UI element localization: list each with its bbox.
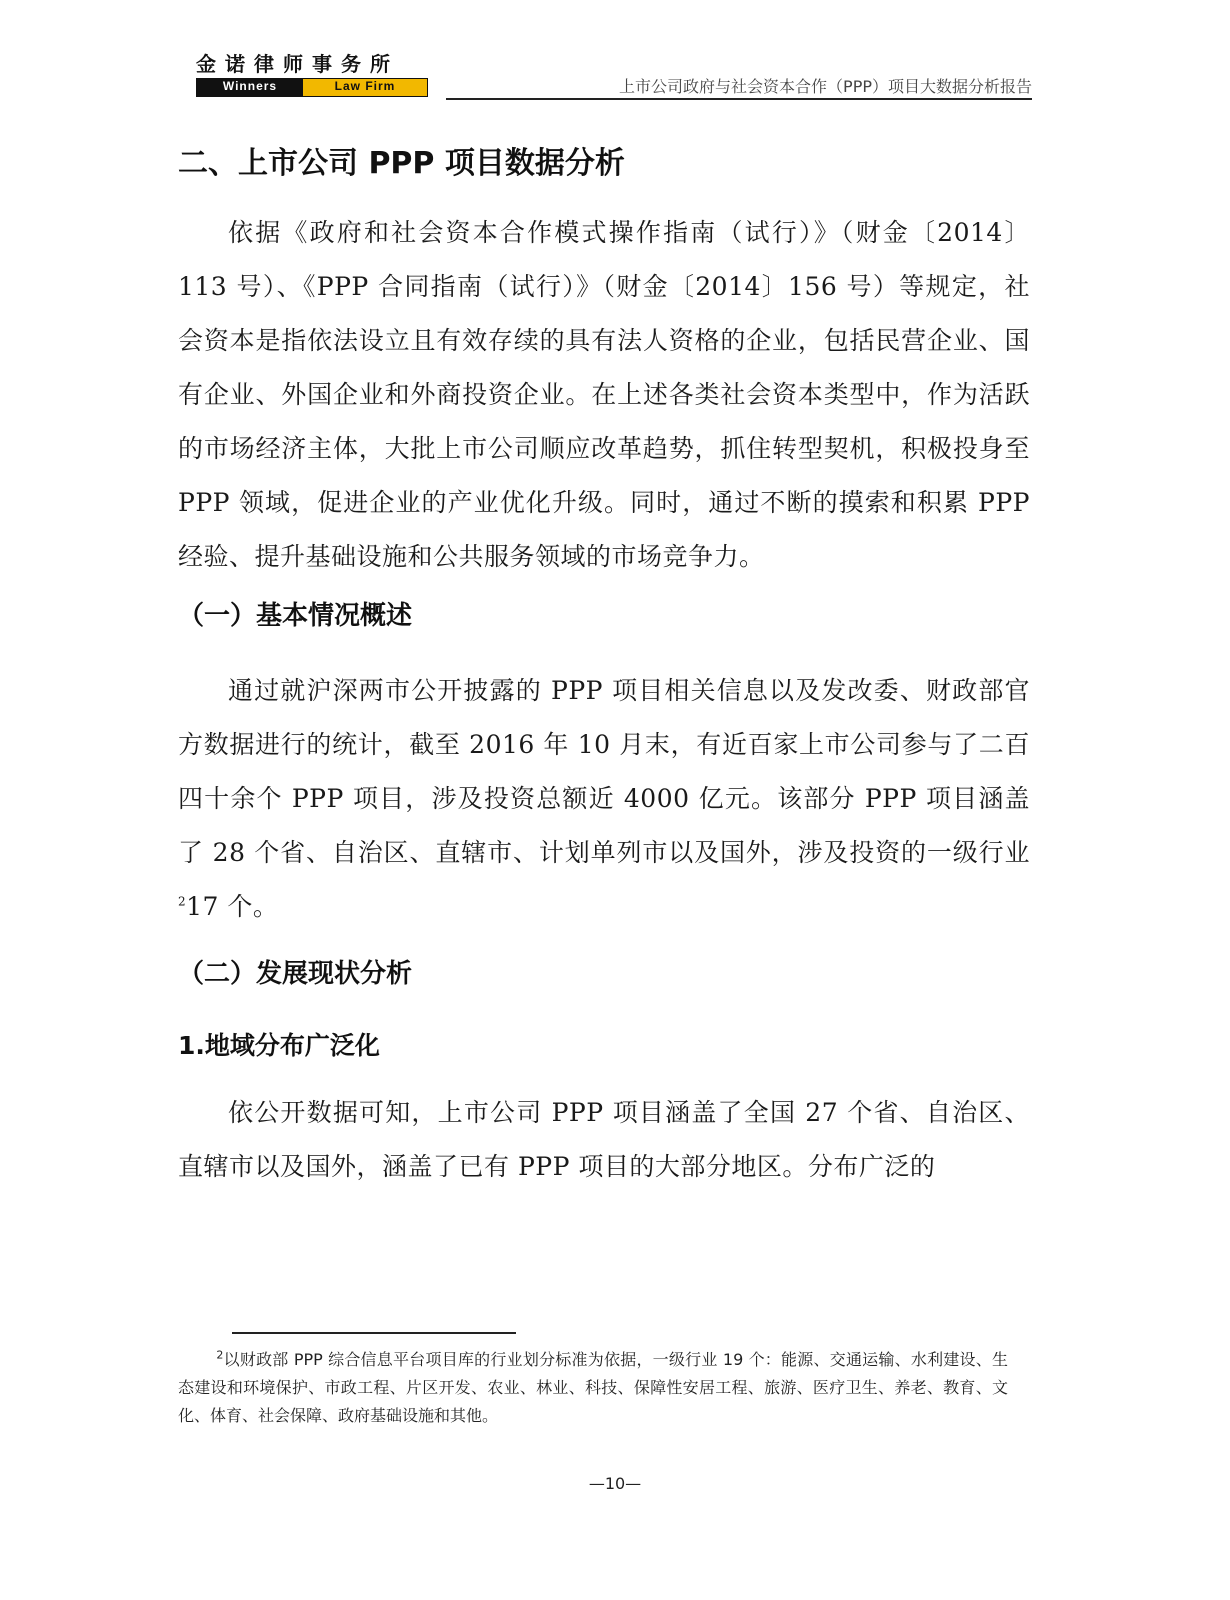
page-number: —10— — [588, 1474, 642, 1493]
footnote-mark: 2 — [216, 1348, 224, 1362]
header-divider — [446, 98, 1032, 100]
section-title: 二、上市公司 PPP 项目数据分析 — [178, 146, 625, 181]
footnote — [178, 1346, 1008, 1430]
logo-chinese-name: 金诺律师事务所 — [196, 52, 399, 76]
footnote-text: 以财政部 PPP 综合信息平台项目库的行业划分标准为依据，一级行业 19 个：能源、交通运输、水利建设、生态建设和环境保护、市政工程、片区开发、农业、林业、科技、保障性安居工程、旅游、医疗卫生、养老、教育、文化、体育、社会保障、政府基础设施和其他。 — [178, 1350, 1008, 1425]
intro-paragraph: 依据《政府和社会资本合作模式操作指南（试行）》（财金〔2014〕113 号）、《PPP 合同指南（试行）》（财金〔2014〕156 号）等规定，社会资本是指依法设立且有效存续的具有法人资格的企业，包括民营企业、国有企业、外国企业和外商投资企业。在上述各类社会资本类型中，作为活跃的市场经济主体，大批上市公司顺应改革趋势，抓住转型契机，积极投身至 PPP 领域，促进企业的产业优化升级。同时，通过不断的摸索和积累 PPP 经验、提升基础设施和公共服务领域的市场竞争力。 — [178, 218, 1030, 571]
logo-english-left: Winners — [197, 79, 303, 96]
region-paragraph: 依公开数据可知，上市公司 PPP 项目涵盖了全国 27 个省、自治区、直辖市以及国外，涵盖了已有 PPP 项目的大部分地区。分布广泛的 — [178, 1098, 1030, 1181]
footnote-divider — [232, 1332, 516, 1334]
firm-logo — [196, 52, 428, 97]
logo-english-bar — [196, 78, 428, 97]
overview-text: 通过就沪深两市公开披露的 PPP 项目相关信息以及发改委、财政部官方数据进行的统计，截至 2016 年 10 月末，有近百家上市公司参与了二百四十余个 PPP 项目，涉及投资总额近 4000 亿元。该部分 PPP 项目涵盖了 28 个省、自治区、直辖市、计划单列市以及国外，涉及投资的一级行业 — [178, 676, 1030, 867]
page-body — [178, 140, 1030, 1194]
footnote-reference[interactable]: 2 — [178, 894, 187, 909]
running-header: 上市公司政府与社会资本合作（PPP）项目大数据分析报告 — [619, 77, 1032, 96]
subsubsection-title-region: 1.地域分布广泛化 — [178, 1031, 380, 1060]
subsection-title-status: （二）发展现状分析 — [178, 959, 413, 989]
overview-text-end: 17 个。 — [186, 892, 279, 921]
subsection-title-overview: （一）基本情况概述 — [178, 601, 413, 631]
logo-english-right: Law Firm — [303, 79, 427, 96]
overview-paragraph — [178, 664, 1030, 934]
